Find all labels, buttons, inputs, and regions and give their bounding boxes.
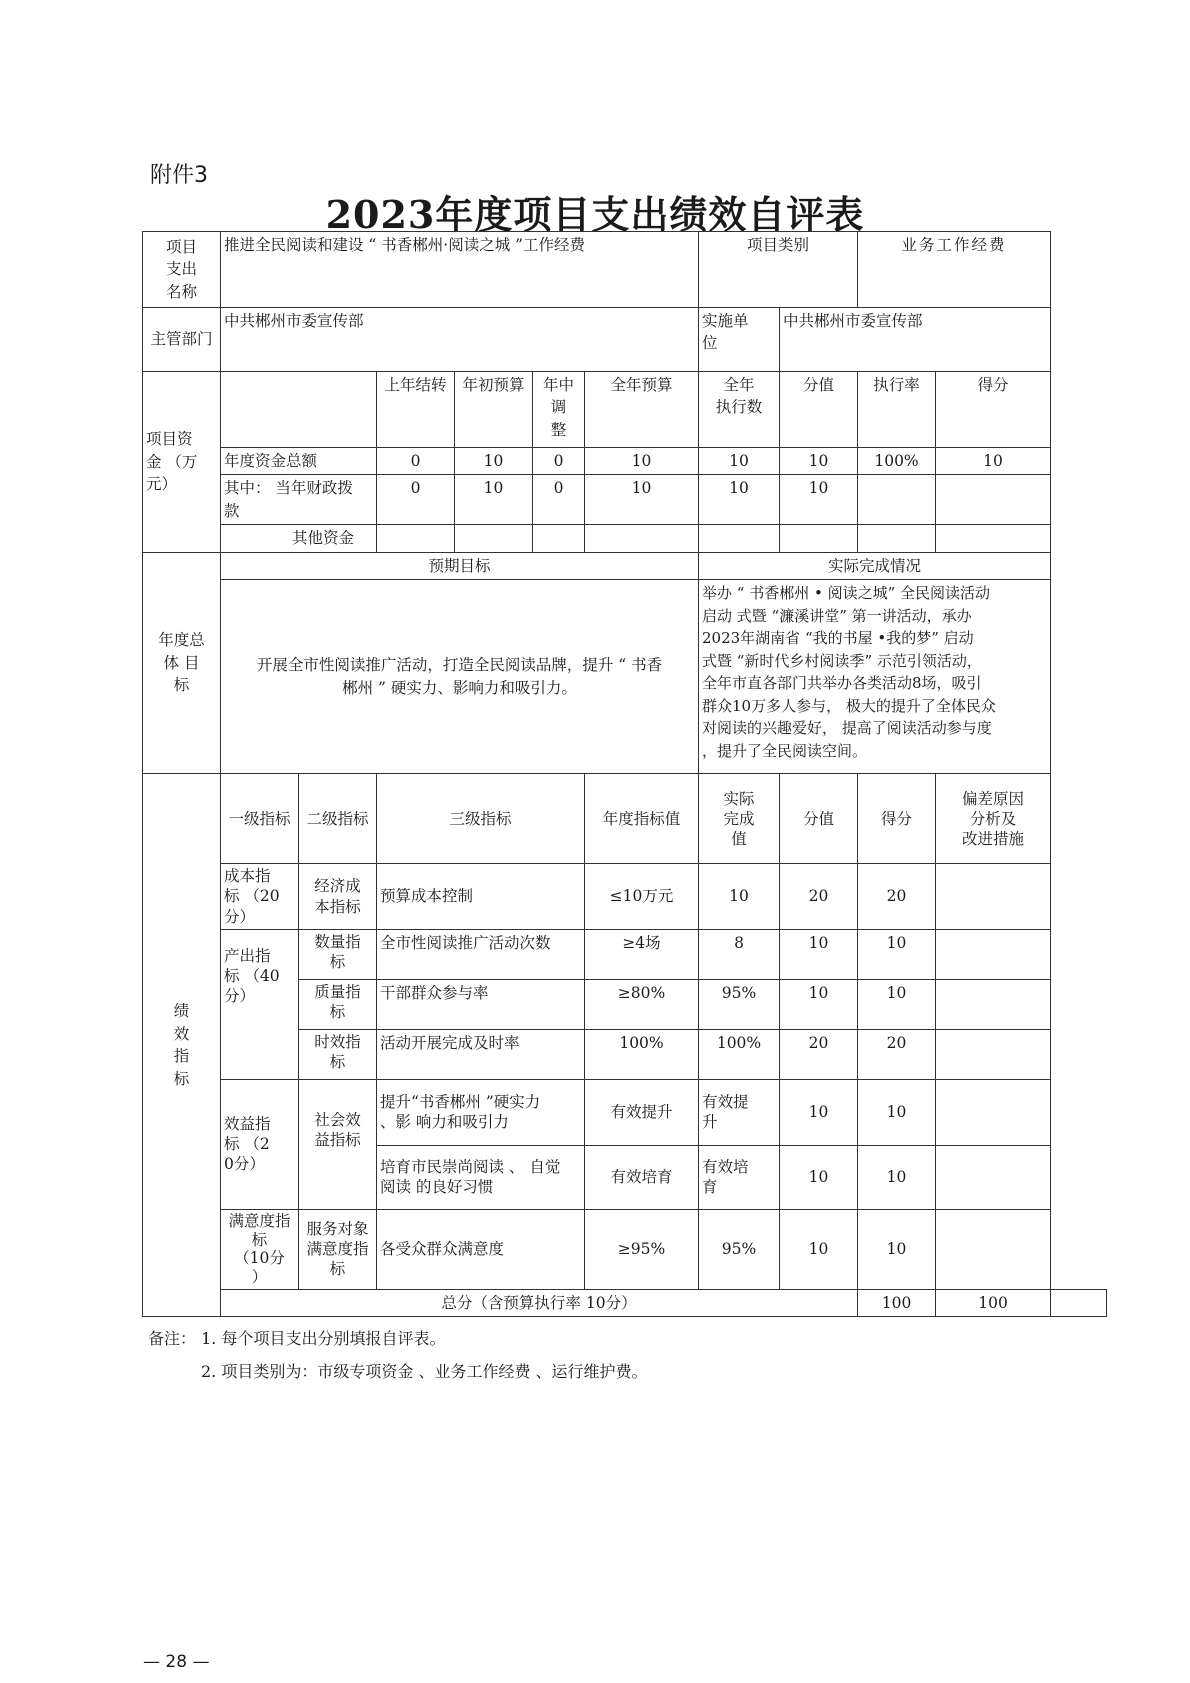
funds-cell: 10: [780, 475, 858, 525]
ind-header-level1: 一级指标: [221, 774, 299, 864]
ind-benefit-score: 10: [858, 1079, 936, 1145]
project-category-label: 项目类别: [699, 232, 858, 308]
ind-output-l2: 数量指 标: [299, 929, 377, 979]
notes: [148, 1322, 648, 1388]
ind-output-l3: 全市性阅读推广活动次数: [377, 929, 585, 979]
total-weight: 100: [858, 1289, 936, 1316]
indicators-label: 绩 效 指 标: [143, 774, 221, 1317]
project-name-value: 推进全民阅读和建设 “ 书香郴州·阅读之城 ”工作经费: [221, 232, 699, 308]
ind-output-target: ≥80%: [585, 979, 699, 1029]
ind-benefit-l2: 社会效 益指标: [299, 1079, 377, 1209]
ind-satisfaction-actual: 95%: [699, 1209, 780, 1289]
ind-satisfaction-target: ≥95%: [585, 1209, 699, 1289]
page-number: — 28 —: [143, 1652, 210, 1672]
funds-cell: 10: [585, 448, 699, 475]
dept-value: 中共郴州市委宣传部: [221, 308, 699, 372]
goals-expected-text: 开展全市性阅读推广活动，打造全民阅读品牌，提升 “ 书香 郴州 ” 硬实力、影响力和吸引力。: [221, 580, 699, 774]
funds-cell: [377, 525, 455, 552]
ind-satisfaction-deviation: [936, 1209, 1051, 1289]
impl-unit-value: 中共郴州市委宣传部: [780, 308, 1051, 372]
ind-output-target: ≥4场: [585, 929, 699, 979]
dept-label: 主管部门: [143, 308, 221, 372]
ind-cost-score: 20: [858, 864, 936, 929]
funds-cell: 10: [936, 448, 1051, 475]
ind-benefit-target: 有效提升: [585, 1079, 699, 1145]
funds-cell: [936, 525, 1051, 552]
funds-cell: 10: [780, 448, 858, 475]
ind-output-target: 100%: [585, 1029, 699, 1079]
ind-output-actual: 100%: [699, 1029, 780, 1079]
funds-header-initial: 年初预算: [455, 372, 533, 448]
funds-header-blank: [221, 372, 377, 448]
ind-header-actual: 实际 完成 值: [699, 774, 780, 864]
ind-cost-target: ≤10万元: [585, 864, 699, 929]
funds-header-score: 得分: [936, 372, 1051, 448]
funds-row-fiscal-label: 其中： 当年财政拨 款: [221, 475, 377, 525]
ind-benefit-target: 有效培育: [585, 1145, 699, 1209]
funds-cell: 10: [699, 448, 780, 475]
funds-cell: 10: [455, 448, 533, 475]
funds-cell: [858, 475, 936, 525]
ind-header-weight: 分值: [780, 774, 858, 864]
ind-output-weight: 10: [780, 929, 858, 979]
ind-output-weight: 20: [780, 1029, 858, 1079]
ind-cost-deviation: [936, 864, 1051, 929]
ind-satisfaction-weight: 10: [780, 1209, 858, 1289]
funds-cell: 0: [377, 475, 455, 525]
ind-satisfaction-l3: 各受众群众满意度: [377, 1209, 585, 1289]
project-name-label: 项目 支出 名称: [143, 232, 221, 308]
funds-cell: [780, 525, 858, 552]
funds-header-last-year: 上年结转: [377, 372, 455, 448]
funds-cell: 10: [699, 475, 780, 525]
goals-label: 年度总 体 目 标: [143, 552, 221, 773]
self-evaluation-table: [142, 231, 1107, 1317]
goals-actual-text: 举办 “ 书香郴州 • 阅读之城” 全民阅读活动 启动 式暨 “濂溪讲堂” 第一讲活动，承办 2023年湖南省 “我的书屋 •我的梦” 启动 式暨 “新时代乡村阅读季” 示范引领活动， 全年市直各部门共举办各类活动8场，吸引 群众10万多人参与， 极大的提升了全体民众 对阅读的兴趣爱好， 提高了阅读活动参与度 ，提升了全民阅读空间。: [699, 580, 1051, 774]
note-line-2: 2. 项目类别为：市级专项资金 、业务工作经费 、运行维护费。: [201, 1362, 648, 1381]
funds-cell: [936, 475, 1051, 525]
ind-output-actual: 95%: [699, 979, 780, 1029]
ind-benefit-actual: 有效提 升: [699, 1079, 780, 1145]
ind-satisfaction-l2: 服务对象 满意度指 标: [299, 1209, 377, 1289]
ind-satisfaction-l1: 满意度指 标 （10分 ）: [221, 1209, 299, 1289]
funds-cell: [533, 525, 585, 552]
ind-cost-weight: 20: [780, 864, 858, 929]
total-score: 100: [936, 1289, 1051, 1316]
ind-benefit-deviation: [936, 1079, 1051, 1145]
funds-header-midyear: 年中 调 整: [533, 372, 585, 448]
ind-benefit-score: 10: [858, 1145, 936, 1209]
ind-cost-actual: 10: [699, 864, 780, 929]
ind-output-deviation: [936, 979, 1051, 1029]
project-category-value: 业务工作经费: [858, 232, 1051, 308]
ind-benefit-deviation: [936, 1145, 1051, 1209]
funds-cell: 0: [533, 475, 585, 525]
goals-actual-header: 实际完成情况: [699, 552, 1051, 579]
funds-cell: [455, 525, 533, 552]
ind-header-score: 得分: [858, 774, 936, 864]
total-label: 总分（含预算执行率 10分）: [221, 1289, 858, 1316]
ind-output-l3: 干部群众参与率: [377, 979, 585, 1029]
ind-header-level3: 三级指标: [377, 774, 585, 864]
ind-output-l2: 时效指 标: [299, 1029, 377, 1079]
ind-output-score: 10: [858, 929, 936, 979]
ind-benefit-l1: 效益指 标 （2 0分）: [221, 1079, 299, 1209]
funds-cell: [585, 525, 699, 552]
attachment-label: 附件3: [150, 163, 208, 188]
funds-row-total-label: 年度资金总额: [221, 448, 377, 475]
ind-benefit-l3: 培育市民崇尚阅读 、 自觉 阅读 的良好习惯: [377, 1145, 585, 1209]
ind-output-score: 20: [858, 1029, 936, 1079]
funds-cell: [699, 525, 780, 552]
funds-cell: 0: [377, 448, 455, 475]
ind-output-deviation: [936, 929, 1051, 979]
ind-output-score: 10: [858, 979, 936, 1029]
ind-output-l3: 活动开展完成及时率: [377, 1029, 585, 1079]
funds-header-full-year: 全年预算: [585, 372, 699, 448]
ind-header-target: 年度指标值: [585, 774, 699, 864]
funds-row-other-label: 其他资金: [221, 525, 377, 552]
ind-benefit-weight: 10: [780, 1079, 858, 1145]
ind-header-level2: 二级指标: [299, 774, 377, 864]
ind-output-actual: 8: [699, 929, 780, 979]
goals-expected-header: 预期目标: [221, 552, 699, 579]
funds-cell: 0: [533, 448, 585, 475]
funds-header-rate: 执行率: [858, 372, 936, 448]
ind-benefit-weight: 10: [780, 1145, 858, 1209]
funds-header-executed: 全年 执行数: [699, 372, 780, 448]
ind-benefit-actual: 有效培 育: [699, 1145, 780, 1209]
ind-output-deviation: [936, 1029, 1051, 1079]
ind-cost-l2: 经济成 本指标: [299, 864, 377, 929]
note-line-1: 备注： 1. 每个项目支出分别填报自评表。: [148, 1329, 446, 1348]
funds-label: 项目资 金 （万 元）: [143, 372, 221, 553]
ind-satisfaction-score: 10: [858, 1209, 936, 1289]
ind-header-deviation: 偏差原因 分析及 改进措施: [936, 774, 1051, 864]
total-blank: [1051, 1289, 1107, 1316]
page-title: 2023年度项目支出绩效自评表: [325, 192, 865, 237]
impl-unit-label: 实施单 位: [699, 308, 780, 372]
funds-cell: [858, 525, 936, 552]
funds-header-weight: 分值: [780, 372, 858, 448]
funds-cell: 10: [585, 475, 699, 525]
ind-benefit-l3: 提升“书香郴州 ”硬实力 、影 响力和吸引力: [377, 1079, 585, 1145]
ind-cost-l1: 成本指 标 （20 分）: [221, 864, 299, 929]
ind-output-l2: 质量指 标: [299, 979, 377, 1029]
funds-cell: 100%: [858, 448, 936, 475]
ind-output-weight: 10: [780, 979, 858, 1029]
funds-cell: 10: [455, 475, 533, 525]
ind-cost-l3: 预算成本控制: [377, 864, 585, 929]
ind-output-l1: 产出指 标 （40 分）: [221, 929, 299, 1079]
